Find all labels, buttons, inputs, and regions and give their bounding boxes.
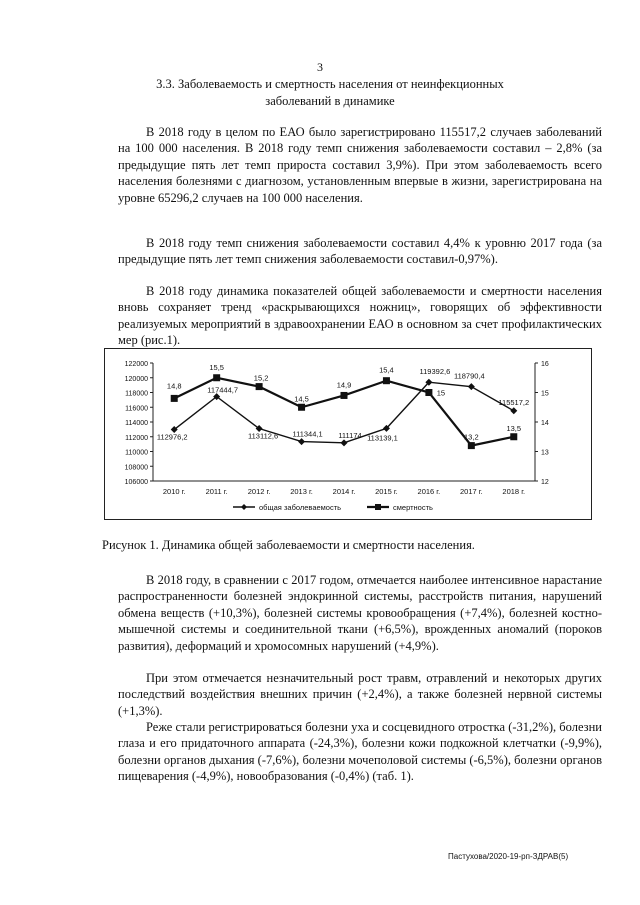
paragraph-4: В 2018 году, в сравнении с 2017 годом, отмечается наиболее интенсивное нарастание распространенности болезней эндокринной системы, расстройств питания, нарушений обмена веществ (+10,3%), болезней системы кровообращения (+7,4%), болезней костно-мышечной системы и соединительной ткани (+6,5%), врожденных аномалий (пороков развития), деформаций и хромосомных нарушений (+4,9%). — [118, 573, 602, 653]
incidence-data-label: 113112,6 — [248, 431, 279, 441]
figure-caption: Рисунок 1. Динамика общей заболеваемости и смертности населения. — [102, 538, 475, 552]
section-heading-line1: 3.3. Заболеваемость и смертность населения от неинфекционных — [156, 77, 504, 91]
right-tick-label: 15 — [541, 390, 549, 398]
legend-mortality-marker — [375, 504, 381, 510]
chart-frame — [104, 348, 592, 520]
mortality-point — [468, 442, 475, 449]
left-tick-label: 116000 — [125, 405, 148, 413]
right-tick-label: 16 — [541, 361, 549, 368]
x-tick-label: 2016 г. — [417, 487, 441, 496]
mortality-data-label: 15,4 — [379, 365, 394, 375]
incidence-data-label: 111344,1 — [292, 429, 323, 439]
left-tick-label: 120000 — [124, 375, 148, 383]
incidence-data-label: 112976,2 — [156, 432, 188, 442]
x-tick-label: 2017 г. — [459, 487, 483, 496]
mortality-data-label: 13,2 — [464, 432, 479, 442]
incidence-mortality-chart — [105, 349, 591, 519]
mortality-data-label: 15 — [436, 388, 446, 398]
mortality-point — [298, 404, 305, 411]
mortality-data-label: 15,2 — [253, 373, 269, 383]
x-tick-label: 2018 г. — [502, 487, 526, 496]
x-tick-label: 2011 г. — [205, 487, 228, 496]
mortality-point — [213, 374, 220, 381]
legend-incidence-label: общая заболеваемость — [259, 503, 342, 512]
x-tick-label: 2012 г. — [247, 487, 271, 496]
left-tick-label: 122000 — [124, 361, 148, 368]
mortality-data-label: 15,5 — [209, 362, 224, 372]
incidence-point — [468, 383, 475, 390]
mortality-point — [171, 395, 178, 402]
mortality-point — [383, 377, 390, 384]
left-tick-label: 110000 — [125, 449, 148, 457]
x-tick-label: 2015 г. — [375, 487, 398, 496]
left-tick-label: 114000 — [125, 420, 148, 427]
incidence-point — [510, 407, 517, 414]
legend-mortality-label: смертность — [393, 503, 433, 512]
paragraph-2: В 2018 году темп снижения заболеваемости составил 4,4% к уровню 2017 года (за предыдущие пять лет темп снижения заболеваемости составил-0,97%). — [118, 236, 602, 267]
right-tick-label: 13 — [541, 449, 549, 457]
x-tick-label: 2014 г. — [332, 487, 356, 496]
x-tick-label: 2010 г. — [162, 487, 186, 496]
paragraph-1: В 2018 году в целом по ЕАО было зарегистрировано 115517,2 случаев заболеваний на 100 000 населения. В 2018 году темп снижения заболеваемости составил – 2,8% (за предыдущие пять лет темп прироста составил 3,9%). При этом заболеваемость всего населения болезнями с диагнозом, установленным впервые в жизни, зарегистрирована на уровне 65296,2 случаев на 100 000 населения. — [118, 125, 602, 205]
incidence-data-label: 115517,2 — [498, 397, 530, 407]
mortality-data-label: 14,5 — [294, 394, 309, 404]
paragraph-3: В 2018 году динамика показателей общей заболеваемости и смертности населения вновь сохраняет тренд «раскрывающихся ножниц», говорящих об эффективности реализуемых мероприятий в здравоохранении ЕАО в основном за счет профилактических мер (рис.1). — [118, 284, 602, 348]
mortality-point — [256, 383, 263, 390]
incidence-data-label: 113139,1 — [367, 433, 398, 443]
incidence-data-label: 119392,6 — [419, 367, 451, 377]
legend-incidence-marker — [241, 504, 247, 510]
incidence-point — [341, 439, 348, 446]
left-tick-label: 112000 — [125, 434, 148, 442]
right-tick-label: 14 — [541, 420, 549, 427]
mortality-data-label: 14,9 — [336, 380, 352, 390]
incidence-data-label: 117444,7 — [207, 385, 239, 395]
right-tick-label: 12 — [541, 479, 549, 486]
section-heading-line2: заболеваний в динамике — [265, 94, 395, 108]
x-tick-label: 2013 г. — [290, 487, 313, 496]
incidence-point — [298, 438, 305, 445]
paragraph-5: При этом отмечается незначительный рост травм, отравлений и некоторых других последствий воздействия внешних причин (+2,4%), а также болезней нервной системы (+1,3%). — [118, 671, 602, 718]
left-tick-label: 106000 — [124, 479, 148, 486]
mortality-data-label: 13,5 — [506, 423, 522, 433]
mortality-data-label: 14,8 — [166, 381, 182, 391]
incidence-data-label: 111174 — [338, 430, 362, 440]
left-tick-label: 108000 — [124, 464, 148, 472]
left-tick-label: 118000 — [125, 390, 148, 398]
mortality-point — [425, 389, 432, 396]
mortality-point — [341, 392, 348, 399]
section-heading — [130, 76, 530, 110]
document-signature: Пастухова/2020-19-рп-ЗДРАВ(5) — [448, 852, 569, 861]
page-number: 3 — [317, 60, 323, 74]
paragraph-6: Реже стали регистрироваться болезни уха и сосцевидного отростка (-31,2%), болезни глаза и его придаточного аппарата (-24,3%), болезни кожи подкожной клетчатки (-9,9%), болезни органов дыхания (-7,6%), болезни мочеполовой системы (-6,5%), болезни органов пищеварения (-4,9%), новообразования (-0,4%) (таб. 1). — [118, 720, 602, 784]
mortality-point — [510, 433, 517, 440]
incidence-data-label: 118790,4 — [453, 371, 485, 381]
